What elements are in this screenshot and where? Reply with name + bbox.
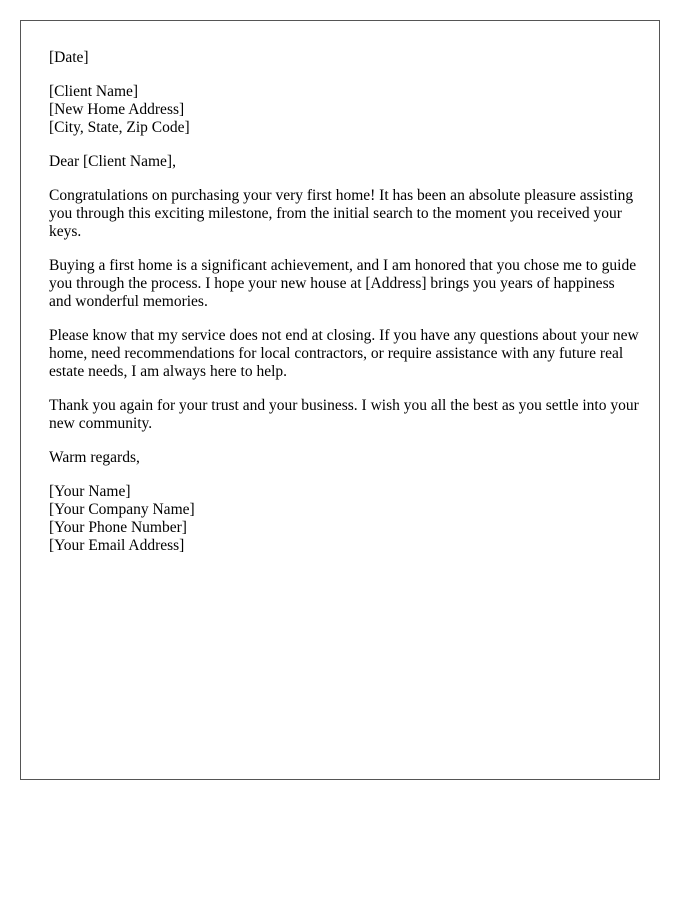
signature-name: [Your Name]: [49, 483, 131, 500]
closing: Warm regards,: [49, 449, 140, 466]
signature-company: [Your Company Name]: [49, 501, 195, 518]
letter-page: [20, 20, 660, 780]
body-paragraph-1: Congratulations on purchasing your very first home! It has been an absolute pleasure assisting you through this exciting milestone, from the initial search to the moment you received your keys.: [49, 187, 634, 240]
signature-email: [Your Email Address]: [49, 537, 185, 554]
signature-phone: [Your Phone Number]: [49, 519, 187, 536]
letter-date: [Date]: [49, 49, 89, 66]
recipient-city-state-zip: [City, State, Zip Code]: [49, 119, 190, 136]
body-paragraph-4: Thank you again for your trust and your business. I wish you all the best as you settle into your new community.: [49, 397, 639, 432]
signature-block: [49, 483, 639, 555]
salutation-block: [49, 153, 639, 171]
body-paragraph-2: Buying a first home is a significant achievement, and I am honored that you chose me to guide you through the process. I hope your new house at [Address] brings you years of happiness and wonderful memories.: [49, 257, 637, 310]
recipient-address-block: [49, 83, 639, 137]
recipient-name: [Client Name]: [49, 83, 139, 100]
date-block: [49, 49, 639, 67]
closing-block: [49, 449, 639, 467]
recipient-address: [New Home Address]: [49, 101, 185, 118]
salutation: Dear [Client Name],: [49, 153, 176, 170]
body-paragraph-3: Please know that my service does not end at closing. If you have any questions about your new home, need recommendations for local contractors, or require assistance with any future real estate needs, I am always here to help.: [49, 327, 639, 380]
letter-body: [49, 49, 639, 571]
